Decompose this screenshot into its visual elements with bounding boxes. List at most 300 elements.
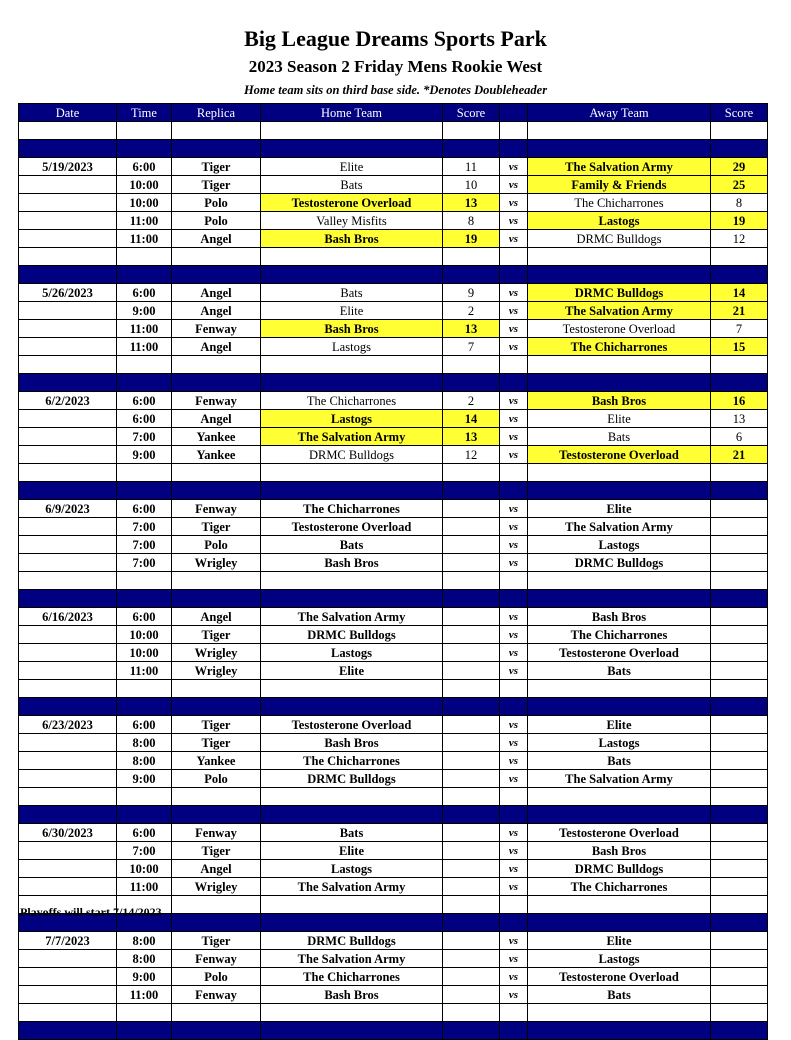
separator-cell	[117, 266, 172, 284]
game-replica: Wrigley	[172, 554, 261, 572]
game-time: 7:00	[117, 518, 172, 536]
away-team: DRMC Bulldogs	[528, 284, 711, 302]
away-score: 21	[711, 302, 768, 320]
table-row	[19, 176, 768, 194]
vs-label: vs	[500, 968, 528, 986]
blank-row	[19, 680, 768, 698]
home-score	[443, 842, 500, 860]
separator-cell	[261, 698, 443, 716]
separator-cell	[117, 806, 172, 824]
empty-cell	[528, 122, 711, 140]
game-replica: Polo	[172, 536, 261, 554]
separator-cell	[19, 806, 117, 824]
game-time: 6:00	[117, 158, 172, 176]
game-date: 6/16/2023	[19, 608, 117, 626]
game-time: 10:00	[117, 860, 172, 878]
empty-cell	[711, 680, 768, 698]
away-score: 21	[711, 446, 768, 464]
home-team: The Salvation Army	[261, 950, 443, 968]
empty-cell	[19, 680, 117, 698]
vs-label: vs	[500, 842, 528, 860]
home-team: DRMC Bulldogs	[261, 626, 443, 644]
table-row	[19, 950, 768, 968]
vs-label: vs	[500, 734, 528, 752]
page-title: Big League Dreams Sports Park	[244, 26, 547, 51]
separator-cell	[443, 482, 500, 500]
home-team: Lastogs	[261, 860, 443, 878]
game-date	[19, 662, 117, 680]
game-replica: Angel	[172, 338, 261, 356]
home-score: 13	[443, 428, 500, 446]
game-replica: Tiger	[172, 626, 261, 644]
blank-row	[19, 572, 768, 590]
home-score	[443, 662, 500, 680]
home-score: 9	[443, 284, 500, 302]
home-team: Bash Bros	[261, 320, 443, 338]
empty-cell	[172, 122, 261, 140]
empty-cell	[19, 122, 117, 140]
game-replica: Fenway	[172, 392, 261, 410]
away-team: The Chicharrones	[528, 626, 711, 644]
away-team: Testosterone Overload	[528, 644, 711, 662]
vs-label: vs	[500, 824, 528, 842]
vs-label: vs	[500, 320, 528, 338]
separator-cell	[500, 698, 528, 716]
empty-cell	[261, 572, 443, 590]
home-team: Lastogs	[261, 644, 443, 662]
game-replica: Fenway	[172, 986, 261, 1004]
away-team: Lastogs	[528, 950, 711, 968]
game-date	[19, 320, 117, 338]
empty-cell	[528, 248, 711, 266]
home-team: Bash Bros	[261, 734, 443, 752]
game-replica: Yankee	[172, 446, 261, 464]
table-row	[19, 410, 768, 428]
empty-cell	[172, 788, 261, 806]
table-row	[19, 626, 768, 644]
empty-cell	[711, 788, 768, 806]
separator-cell	[711, 140, 768, 158]
empty-cell	[117, 788, 172, 806]
home-team: Bash Bros	[261, 230, 443, 248]
empty-cell	[443, 896, 500, 914]
empty-cell	[19, 356, 117, 374]
vs-label: vs	[500, 770, 528, 788]
home-score	[443, 644, 500, 662]
game-date	[19, 968, 117, 986]
away-score: 29	[711, 158, 768, 176]
empty-cell	[528, 464, 711, 482]
game-date	[19, 554, 117, 572]
away-team: Elite	[528, 410, 711, 428]
empty-cell	[443, 356, 500, 374]
game-date	[19, 302, 117, 320]
separator-cell	[528, 266, 711, 284]
game-time: 6:00	[117, 284, 172, 302]
blank-row	[19, 248, 768, 266]
col-replica: Replica	[172, 104, 261, 122]
game-time: 7:00	[117, 554, 172, 572]
away-score	[711, 968, 768, 986]
col-home-score: Score	[443, 104, 500, 122]
vs-label: vs	[500, 176, 528, 194]
away-score	[711, 950, 768, 968]
empty-cell	[261, 356, 443, 374]
game-time: 8:00	[117, 950, 172, 968]
separator-cell	[500, 140, 528, 158]
blank-row	[19, 356, 768, 374]
week-separator	[19, 590, 768, 608]
game-replica: Angel	[172, 302, 261, 320]
game-time: 10:00	[117, 194, 172, 212]
empty-cell	[528, 788, 711, 806]
game-date	[19, 842, 117, 860]
separator-cell	[500, 482, 528, 500]
separator-cell	[443, 590, 500, 608]
home-team: Bats	[261, 176, 443, 194]
game-replica: Polo	[172, 770, 261, 788]
col-away-team: Away Team	[528, 104, 711, 122]
separator-cell	[528, 590, 711, 608]
home-team: The Chicharrones	[261, 968, 443, 986]
vs-label: vs	[500, 158, 528, 176]
empty-cell	[443, 464, 500, 482]
vs-label: vs	[500, 860, 528, 878]
separator-cell	[117, 590, 172, 608]
blank-row	[19, 122, 768, 140]
away-score	[711, 842, 768, 860]
separator-cell	[172, 140, 261, 158]
away-team: Testosterone Overload	[528, 968, 711, 986]
empty-cell	[711, 122, 768, 140]
away-team: Lastogs	[528, 536, 711, 554]
game-time: 7:00	[117, 536, 172, 554]
empty-cell	[711, 572, 768, 590]
separator-cell	[19, 698, 117, 716]
away-score	[711, 752, 768, 770]
empty-cell	[261, 122, 443, 140]
away-score: 19	[711, 212, 768, 230]
empty-cell	[19, 788, 117, 806]
separator-cell	[19, 374, 117, 392]
vs-label: vs	[500, 986, 528, 1004]
game-date	[19, 986, 117, 1004]
home-team: Testosterone Overload	[261, 518, 443, 536]
empty-cell	[117, 572, 172, 590]
week-separator	[19, 698, 768, 716]
empty-cell	[261, 896, 443, 914]
away-score	[711, 878, 768, 896]
game-replica: Angel	[172, 410, 261, 428]
table-row	[19, 986, 768, 1004]
away-team: Elite	[528, 932, 711, 950]
separator-cell	[261, 266, 443, 284]
empty-cell	[19, 1004, 117, 1022]
home-team: Valley Misfits	[261, 212, 443, 230]
game-date	[19, 752, 117, 770]
game-date	[19, 428, 117, 446]
schedule-table	[18, 103, 768, 1040]
away-team: Testosterone Overload	[528, 446, 711, 464]
home-team: The Chicharrones	[261, 500, 443, 518]
home-score: 11	[443, 158, 500, 176]
game-date: 6/23/2023	[19, 716, 117, 734]
away-score	[711, 626, 768, 644]
empty-cell	[500, 464, 528, 482]
game-time: 6:00	[117, 824, 172, 842]
away-score	[711, 860, 768, 878]
away-score	[711, 824, 768, 842]
game-time: 10:00	[117, 626, 172, 644]
game-replica: Angel	[172, 230, 261, 248]
game-replica: Tiger	[172, 158, 261, 176]
vs-label: vs	[500, 932, 528, 950]
game-date	[19, 338, 117, 356]
table-row	[19, 194, 768, 212]
home-score	[443, 968, 500, 986]
separator-cell	[443, 140, 500, 158]
game-replica: Tiger	[172, 932, 261, 950]
empty-cell	[500, 788, 528, 806]
game-replica: Polo	[172, 968, 261, 986]
game-time: 9:00	[117, 968, 172, 986]
game-date: 6/2/2023	[19, 392, 117, 410]
separator-cell	[261, 1022, 443, 1040]
table-row	[19, 320, 768, 338]
table-row	[19, 428, 768, 446]
home-team: The Salvation Army	[261, 608, 443, 626]
game-date	[19, 518, 117, 536]
away-team: Testosterone Overload	[528, 824, 711, 842]
separator-cell	[711, 266, 768, 284]
separator-cell	[261, 482, 443, 500]
separator-cell	[19, 1022, 117, 1040]
away-team: Bash Bros	[528, 842, 711, 860]
empty-cell	[172, 1004, 261, 1022]
vs-label: vs	[500, 662, 528, 680]
away-score: 25	[711, 176, 768, 194]
table-row	[19, 536, 768, 554]
table-row	[19, 392, 768, 410]
vs-label: vs	[500, 230, 528, 248]
game-time: 9:00	[117, 446, 172, 464]
home-score	[443, 608, 500, 626]
week-separator	[19, 1022, 768, 1040]
separator-cell	[528, 482, 711, 500]
empty-cell	[443, 1004, 500, 1022]
game-time: 6:00	[117, 608, 172, 626]
game-replica: Wrigley	[172, 644, 261, 662]
week-separator	[19, 806, 768, 824]
away-score	[711, 500, 768, 518]
vs-label: vs	[500, 518, 528, 536]
away-team: The Salvation Army	[528, 518, 711, 536]
table-row	[19, 212, 768, 230]
col-vs	[500, 104, 528, 122]
table-row	[19, 716, 768, 734]
empty-cell	[443, 122, 500, 140]
separator-cell	[19, 140, 117, 158]
empty-cell	[443, 572, 500, 590]
game-replica: Tiger	[172, 734, 261, 752]
vs-label: vs	[500, 878, 528, 896]
game-date	[19, 626, 117, 644]
blank-row	[19, 788, 768, 806]
game-time: 11:00	[117, 338, 172, 356]
separator-cell	[172, 806, 261, 824]
home-team: DRMC Bulldogs	[261, 446, 443, 464]
blank-row	[19, 1004, 768, 1022]
away-score: 16	[711, 392, 768, 410]
separator-cell	[528, 374, 711, 392]
game-replica: Wrigley	[172, 662, 261, 680]
table-row	[19, 842, 768, 860]
empty-cell	[528, 572, 711, 590]
game-date: 7/7/2023	[19, 932, 117, 950]
away-team: Elite	[528, 716, 711, 734]
home-score: 13	[443, 194, 500, 212]
empty-cell	[443, 788, 500, 806]
game-date	[19, 644, 117, 662]
col-date: Date	[19, 104, 117, 122]
table-row	[19, 644, 768, 662]
table-row	[19, 932, 768, 950]
playoffs-note: Playoffs will start 7/14/2023	[20, 905, 162, 919]
empty-cell	[500, 1004, 528, 1022]
home-team: Elite	[261, 158, 443, 176]
home-score	[443, 932, 500, 950]
vs-label: vs	[500, 644, 528, 662]
home-team: Bash Bros	[261, 986, 443, 1004]
away-score	[711, 770, 768, 788]
away-score	[711, 932, 768, 950]
empty-cell	[172, 464, 261, 482]
home-team: Elite	[261, 842, 443, 860]
game-time: 6:00	[117, 392, 172, 410]
header-row	[19, 104, 768, 122]
away-score	[711, 554, 768, 572]
table-row	[19, 860, 768, 878]
separator-cell	[117, 1022, 172, 1040]
away-team: Lastogs	[528, 734, 711, 752]
game-replica: Fenway	[172, 320, 261, 338]
separator-cell	[711, 914, 768, 932]
home-score	[443, 860, 500, 878]
separator-cell	[711, 1022, 768, 1040]
vs-label: vs	[500, 752, 528, 770]
empty-cell	[528, 356, 711, 374]
separator-cell	[528, 140, 711, 158]
away-team: Bash Bros	[528, 608, 711, 626]
empty-cell	[711, 248, 768, 266]
vs-label: vs	[500, 554, 528, 572]
game-date: 6/9/2023	[19, 500, 117, 518]
separator-cell	[528, 1022, 711, 1040]
away-score: 14	[711, 284, 768, 302]
game-time: 9:00	[117, 770, 172, 788]
separator-cell	[117, 140, 172, 158]
home-team: Lastogs	[261, 338, 443, 356]
game-time: 8:00	[117, 734, 172, 752]
empty-cell	[500, 356, 528, 374]
game-time: 9:00	[117, 302, 172, 320]
home-score	[443, 986, 500, 1004]
home-team: Elite	[261, 302, 443, 320]
away-score	[711, 608, 768, 626]
separator-cell	[711, 374, 768, 392]
vs-label: vs	[500, 536, 528, 554]
vs-label: vs	[500, 392, 528, 410]
separator-cell	[443, 914, 500, 932]
game-time: 7:00	[117, 428, 172, 446]
home-score	[443, 824, 500, 842]
empty-cell	[261, 788, 443, 806]
separator-cell	[117, 698, 172, 716]
game-replica: Wrigley	[172, 878, 261, 896]
separator-cell	[528, 806, 711, 824]
separator-cell	[261, 140, 443, 158]
away-score	[711, 986, 768, 1004]
vs-label: vs	[500, 212, 528, 230]
col-home-team: Home Team	[261, 104, 443, 122]
away-team: DRMC Bulldogs	[528, 860, 711, 878]
table-row	[19, 302, 768, 320]
separator-cell	[19, 266, 117, 284]
separator-cell	[261, 914, 443, 932]
away-team: DRMC Bulldogs	[528, 230, 711, 248]
vs-label: vs	[500, 338, 528, 356]
separator-cell	[528, 698, 711, 716]
empty-cell	[528, 1004, 711, 1022]
game-time: 11:00	[117, 986, 172, 1004]
empty-cell	[500, 896, 528, 914]
empty-cell	[172, 896, 261, 914]
game-replica: Yankee	[172, 428, 261, 446]
home-team: Elite	[261, 662, 443, 680]
separator-cell	[172, 266, 261, 284]
game-replica: Angel	[172, 860, 261, 878]
game-replica: Fenway	[172, 950, 261, 968]
separator-cell	[443, 374, 500, 392]
away-team: Bats	[528, 986, 711, 1004]
home-team: The Salvation Army	[261, 878, 443, 896]
home-score	[443, 536, 500, 554]
empty-cell	[172, 248, 261, 266]
home-score	[443, 734, 500, 752]
home-score	[443, 950, 500, 968]
away-score	[711, 716, 768, 734]
empty-cell	[117, 1004, 172, 1022]
game-time: 7:00	[117, 842, 172, 860]
empty-cell	[172, 680, 261, 698]
game-time: 11:00	[117, 212, 172, 230]
vs-label: vs	[500, 626, 528, 644]
away-score	[711, 662, 768, 680]
empty-cell	[261, 1004, 443, 1022]
week-separator	[19, 266, 768, 284]
separator-cell	[500, 374, 528, 392]
home-score: 13	[443, 320, 500, 338]
game-replica: Tiger	[172, 842, 261, 860]
game-replica: Tiger	[172, 518, 261, 536]
separator-cell	[261, 590, 443, 608]
schedule-note: Home team sits on third base side. *Denotes Doubleheader	[243, 83, 548, 97]
week-separator	[19, 482, 768, 500]
separator-cell	[500, 1022, 528, 1040]
col-away-score: Score	[711, 104, 768, 122]
game-replica: Polo	[172, 212, 261, 230]
empty-cell	[711, 1004, 768, 1022]
